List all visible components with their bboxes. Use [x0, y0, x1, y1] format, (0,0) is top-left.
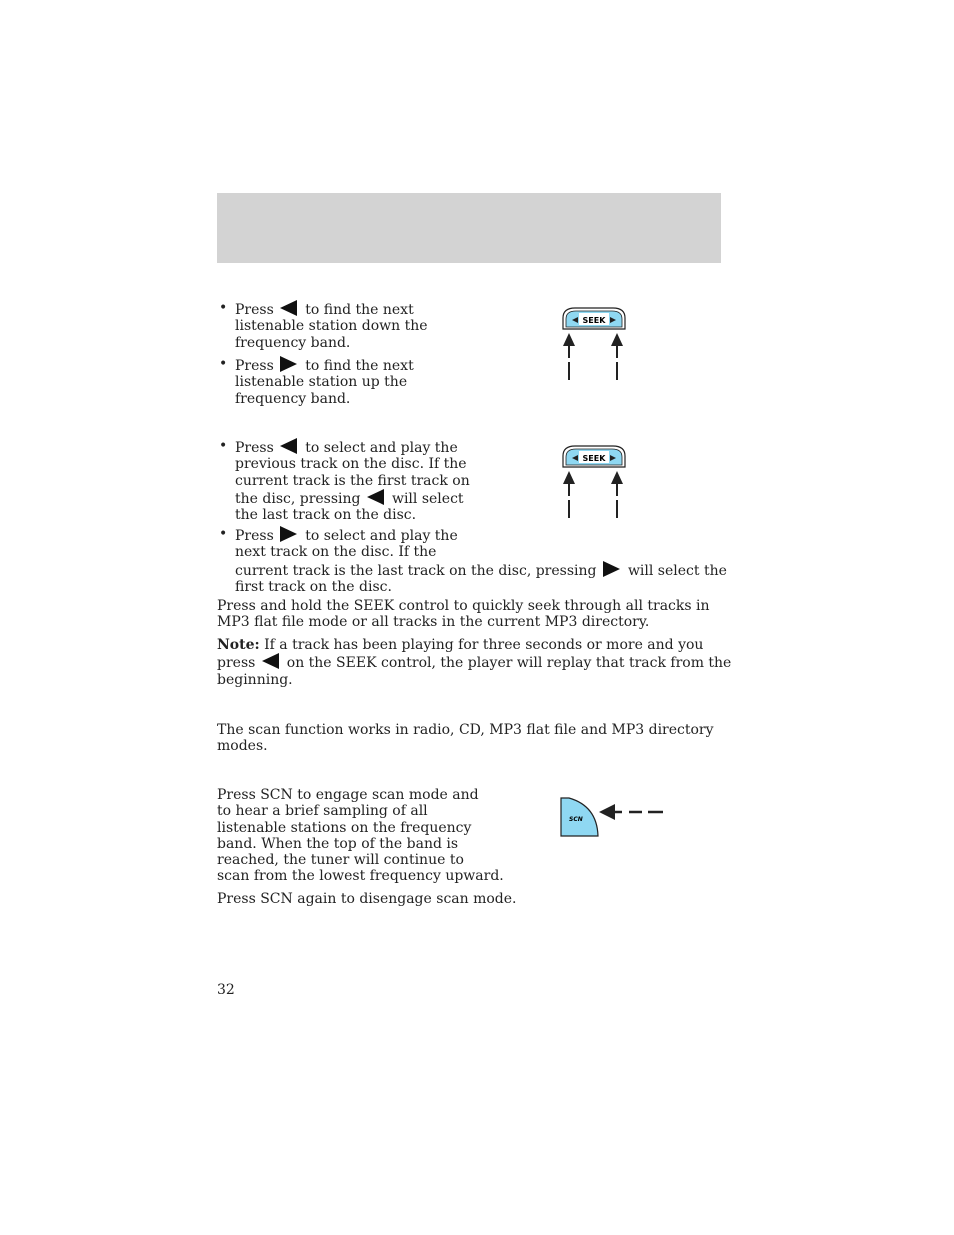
page-number: 32	[217, 982, 235, 998]
bullet-radio-up: Press to find the next listenable station up the frequency band.	[235, 358, 414, 407]
bullet-cd-next: Press to select and play the next track on the disc. If the current track is the last track on the disc, pressing will select the first track on the disc.	[235, 528, 727, 595]
scan-intro-paragraph: The scan function works in radio, CD, MP3 flat file and MP3 directory modes.	[217, 722, 714, 755]
hold-seek-paragraph: Press and hold the SEEK control to quickly seek through all tracks in MP3 flat file mode or all tracks in the current MP3 directory.	[217, 598, 710, 631]
seek-button-label: SEEK	[582, 316, 606, 325]
bullet-dot: •	[219, 300, 228, 316]
scan-disengage-paragraph: Press SCN again to disengage scan mode.	[217, 891, 517, 907]
seek-left-arrow-icon	[280, 300, 297, 316]
scn-button-illustration	[555, 790, 670, 840]
bullet-cd-previous: Press to select and play the previous track on the disc. If the current track is the first track on the disc, pressing will select the last track on the disc.	[235, 440, 470, 524]
scn-button-label: SCN	[569, 816, 583, 823]
header-band	[217, 193, 721, 263]
arrow-left-icon	[599, 804, 615, 820]
bullet-dot: •	[219, 438, 228, 454]
seek-right-arrow-icon	[280, 526, 297, 542]
seek-button-label: SEEK	[582, 454, 606, 463]
seek-button-illustration	[555, 300, 635, 385]
seek-left-arrow-icon	[280, 438, 297, 454]
note-label: Note:	[217, 637, 260, 653]
seek-left-arrow-icon	[367, 489, 384, 505]
bullet-radio-down: Press to find the next listenable station down the frequency band.	[235, 302, 428, 351]
seek-left-arrow-icon	[262, 653, 279, 669]
seek-right-arrow-icon	[280, 356, 297, 372]
note-paragraph: Note: If a track has been playing for three seconds or more and you press on the SEEK control, the player will replay that track from the beginning.	[217, 637, 732, 688]
scan-paragraph: Press SCN to engage scan mode and to hear a brief sampling of all listenable stations on the frequency band. When the top of the band is reached, the tuner will continue to scan from the lowest frequency upward.	[217, 787, 504, 885]
seek-right-arrow-icon	[603, 561, 620, 577]
seek-button-illustration	[555, 438, 635, 523]
bullet-dot: •	[219, 356, 228, 372]
bullet-dot: •	[219, 526, 228, 542]
